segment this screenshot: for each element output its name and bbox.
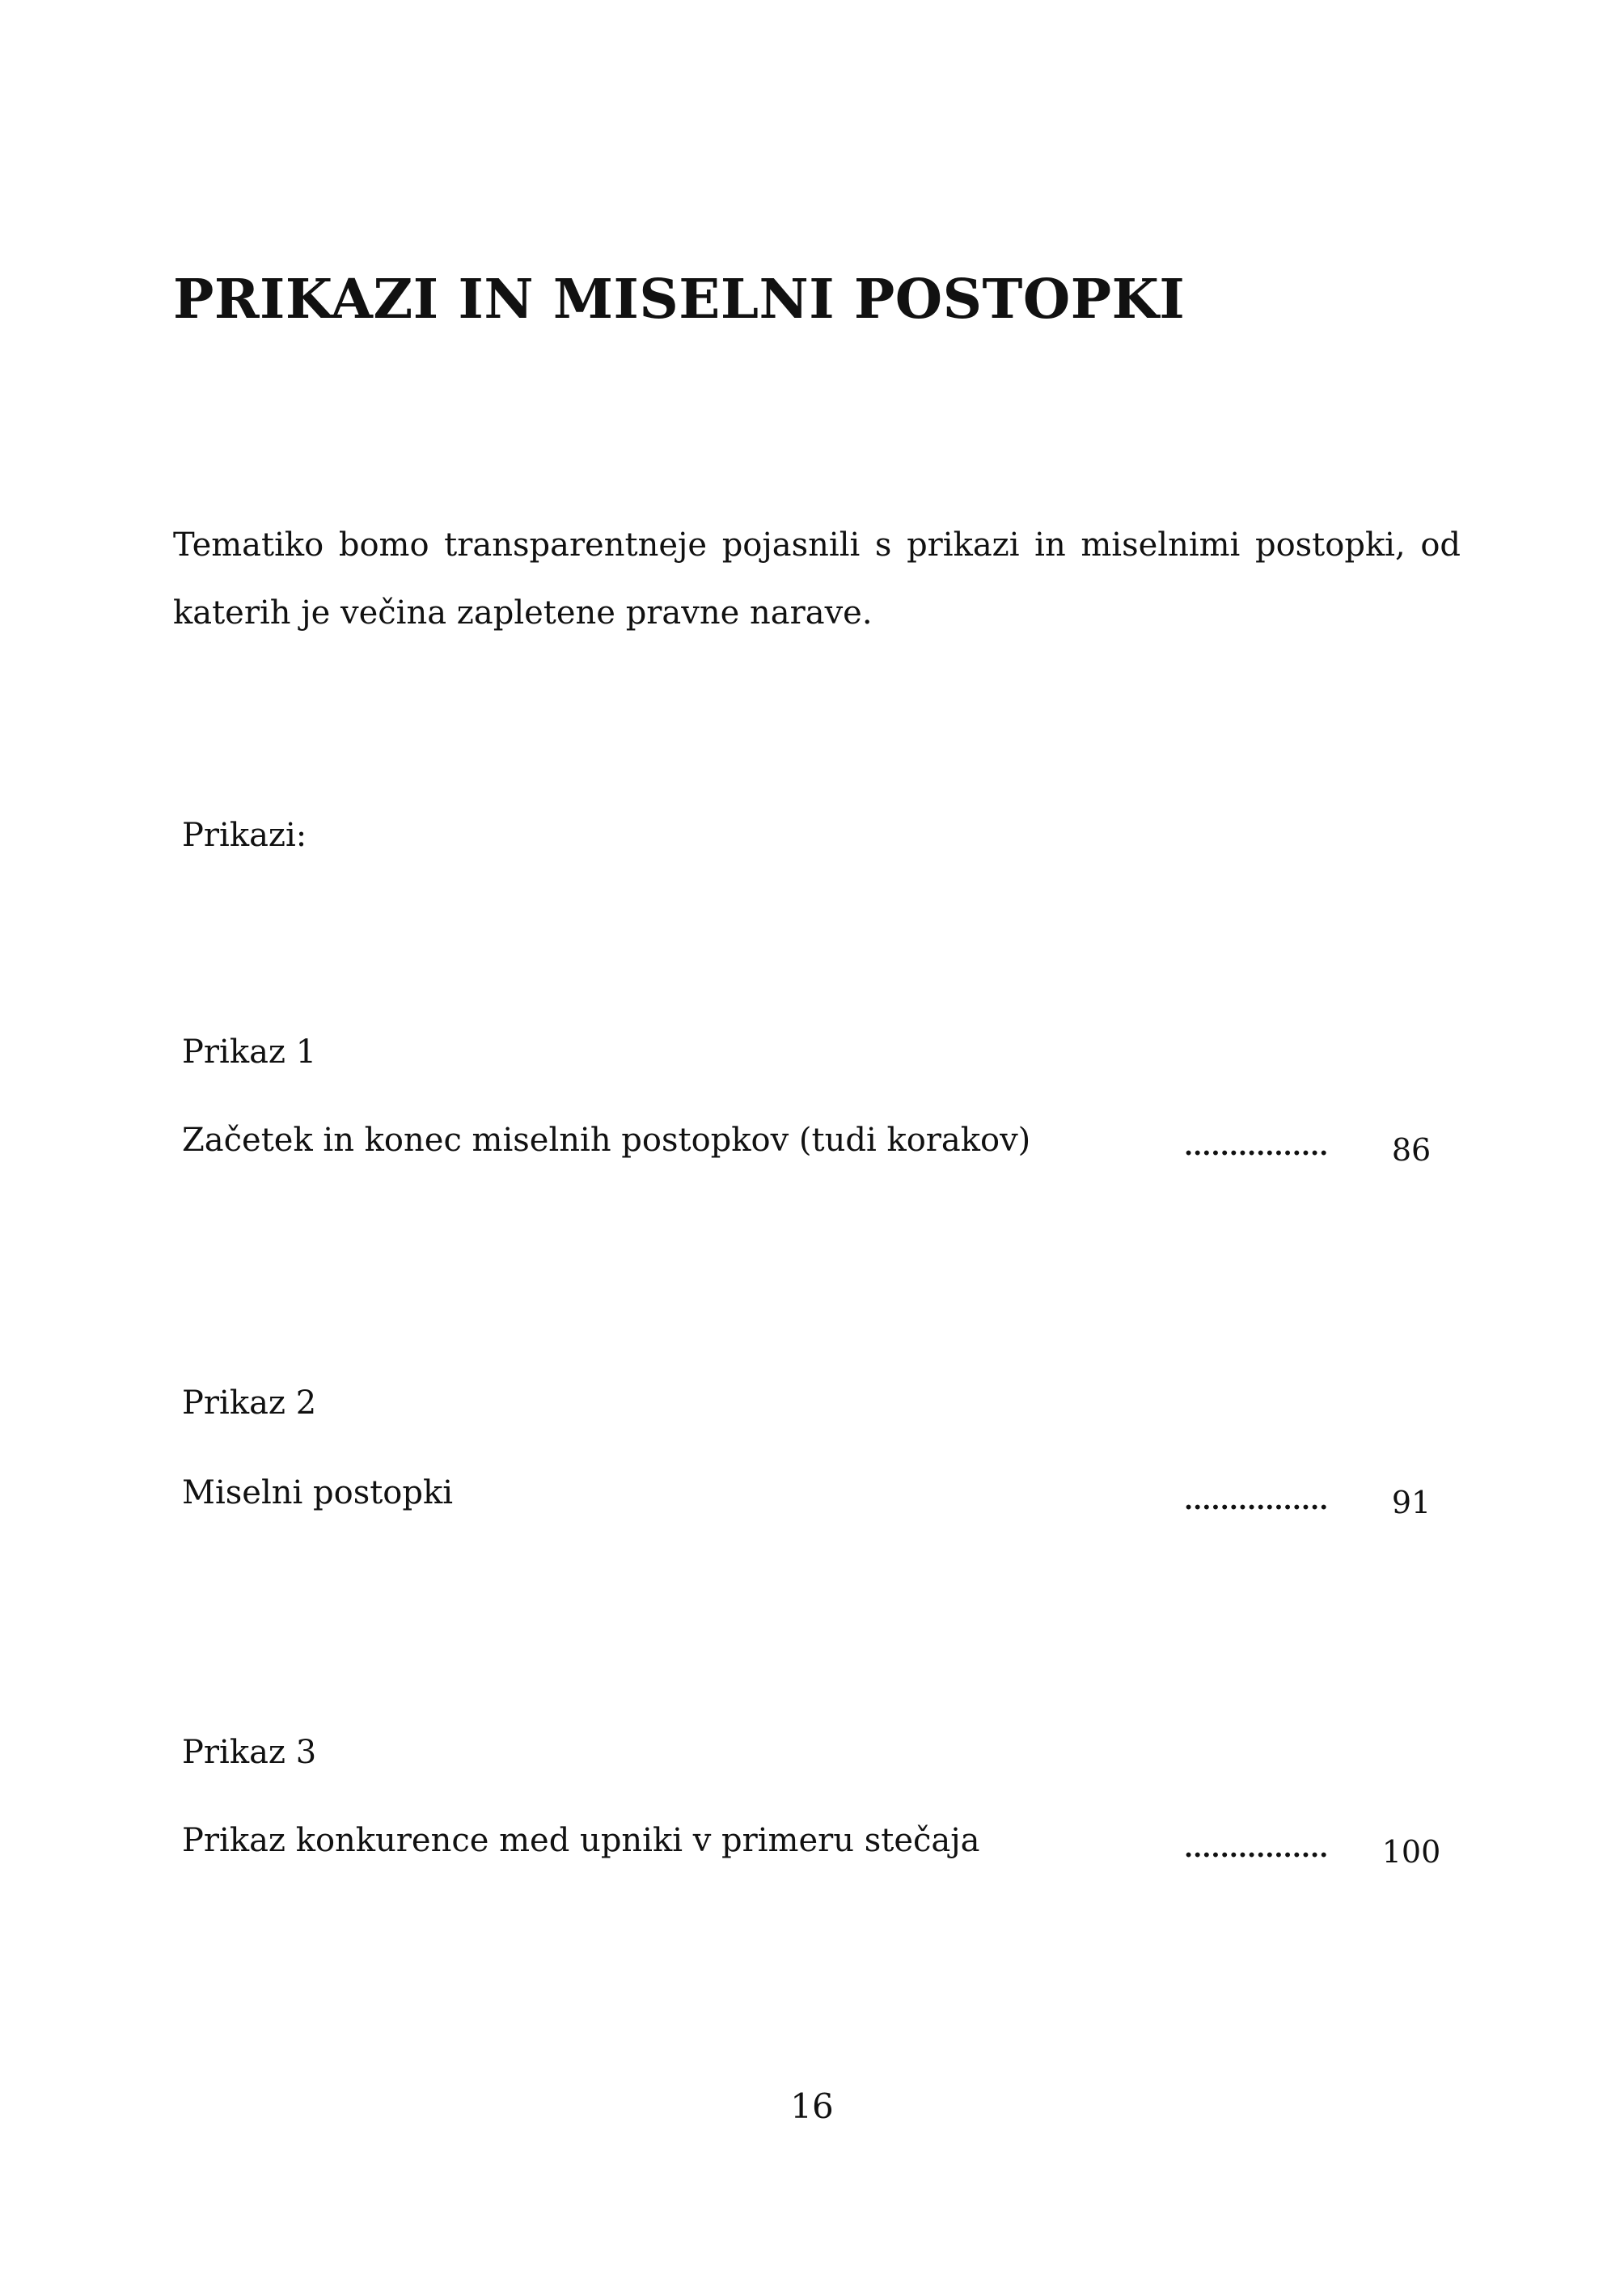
page-number: 16 xyxy=(790,2086,834,2126)
entry-label: Prikaz 3 xyxy=(182,1734,317,1771)
dot-leader: ................ xyxy=(1184,1485,1329,1515)
entry-page-number: 86 xyxy=(1391,1132,1432,1168)
entry-label: Prikaz 1 xyxy=(182,1033,317,1071)
intro-paragraph: Tematiko bomo transparentneje pojasnili s prikazi in miselnimi postopki, od katerih je večina zapletene pravne narave. xyxy=(173,526,1461,632)
page-title: PRIKAZI IN MISELNI POSTOPKI xyxy=(173,267,1186,331)
entry-title: Začetek in konec miselnih postopkov (tudi korakov) xyxy=(182,1122,1031,1159)
entry-title: Miselni postopki xyxy=(182,1474,454,1511)
entry-page-number: 91 xyxy=(1391,1485,1432,1520)
entry-label: Prikaz 2 xyxy=(182,1384,317,1422)
dot-leader: ................ xyxy=(1184,1832,1329,1863)
dot-leader: ................ xyxy=(1184,1131,1329,1161)
section-label: Prikazi: xyxy=(182,817,307,854)
entry-page-number: 100 xyxy=(1381,1834,1441,1870)
entry-title: Prikaz konkurence med upniki v primeru stečaja xyxy=(182,1822,980,1859)
